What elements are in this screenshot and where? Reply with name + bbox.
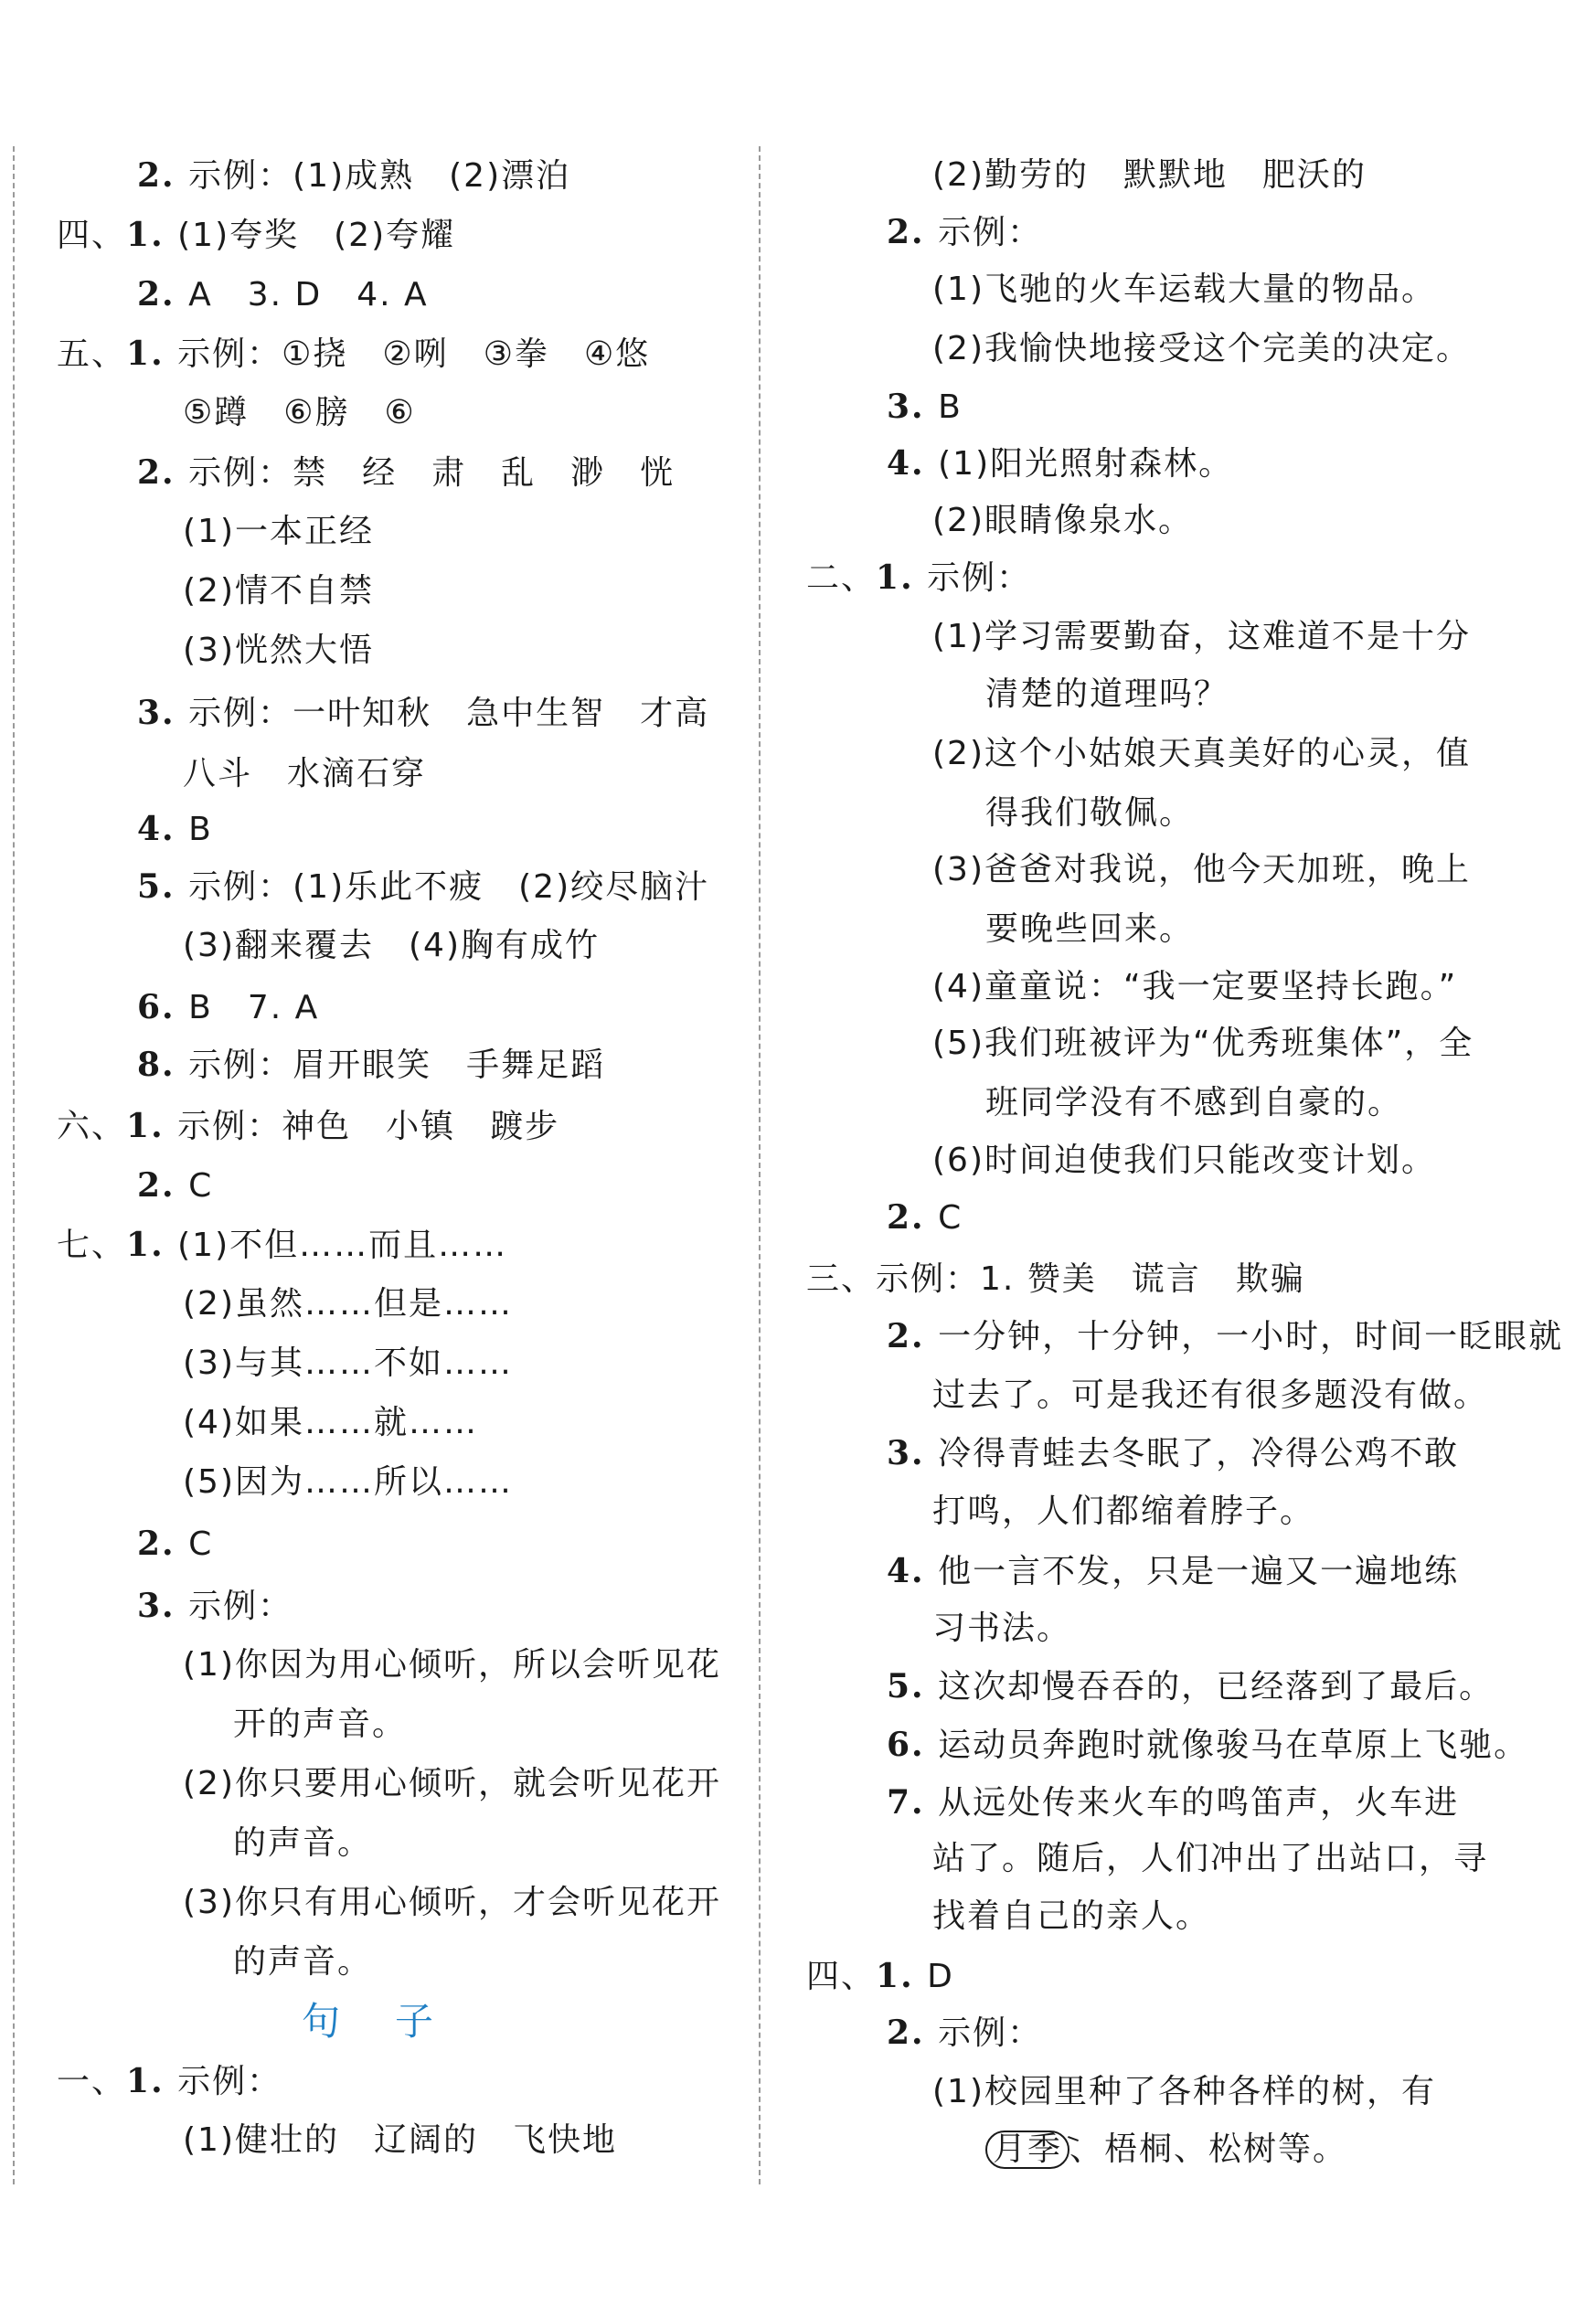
answer-line — [183, 1883, 721, 1923]
answer-text: (3)翻来覆去 (4)胸有成竹 — [183, 927, 600, 964]
answer-text: (5)我们班被评为“优秀班集体”，全 — [932, 1025, 1474, 1062]
answer-line — [183, 1462, 513, 1503]
answer-line — [887, 1725, 1528, 1766]
answer-text: 的声音。 — [233, 1943, 373, 1981]
answer-text: (1)学习需要勤奋，这难道不是十分 — [932, 618, 1471, 655]
answer-text: 示例： — [938, 2014, 1043, 2052]
answer-line — [57, 2061, 282, 2102]
answer-line — [183, 631, 374, 671]
answer-text: ⑤蹲 ⑥膀 ⑥ — [183, 394, 416, 431]
answer-line — [183, 754, 426, 794]
question-number: 3. — [137, 694, 189, 732]
answer-line — [183, 1403, 478, 1443]
answer-line — [887, 1433, 1459, 1474]
answer-text: 示例：①挠 ②咧 ③拳 ④悠 — [177, 335, 651, 373]
answer-line — [985, 675, 1229, 715]
answer-text: 得我们敬佩。 — [985, 794, 1195, 832]
question-number: 3. — [137, 1587, 189, 1625]
answer-text: 找着自己的亲人。 — [932, 1897, 1211, 1935]
question-number: 1. — [876, 558, 928, 597]
answer-text: (2)虽然……但是…… — [183, 1285, 513, 1323]
question-number: 2. — [887, 213, 939, 251]
answer-text: C — [938, 1199, 963, 1237]
question-number: 2. — [137, 1525, 189, 1563]
answer-text: (1)不但……而且…… — [177, 1227, 508, 1264]
answer-line — [887, 1782, 1459, 1823]
answer-text: 清楚的道理吗？ — [985, 675, 1229, 713]
answer-text: 一分钟，十分钟，一小时，时间一眨眼就 — [938, 1318, 1564, 1355]
question-number: 2. — [887, 2014, 939, 2052]
answer-line — [887, 1551, 1459, 1592]
answer-line — [932, 329, 1471, 369]
answer-line — [932, 155, 1367, 196]
answer-line — [932, 1897, 1210, 1937]
answer-text: 打鸣，人们都缩着脖子。 — [932, 1493, 1315, 1530]
answer-line — [985, 909, 1194, 950]
answer-text: 示例：(1)成熟 (2)漂泊 — [188, 157, 571, 195]
answer-text: 示例： — [188, 1588, 293, 1625]
answer-line — [806, 558, 1031, 599]
answer-line — [932, 1141, 1436, 1181]
answer-line — [932, 1609, 1071, 1649]
answer-text: 八斗 水滴石穿 — [183, 755, 427, 792]
question-number: 6. — [137, 988, 189, 1026]
answer-text: (3)恍然大悟 — [183, 632, 374, 669]
answer-line — [183, 1645, 721, 1685]
answer-line — [183, 1764, 721, 1804]
answer-line-circled — [985, 2130, 1347, 2170]
answer-line — [985, 793, 1194, 834]
section-number: 三、 — [806, 1260, 877, 1298]
answer-line — [183, 512, 374, 552]
question-number: 4. — [887, 444, 939, 483]
answer-line — [233, 1823, 372, 1864]
section-title: 句子 — [302, 1999, 489, 2044]
question-number: 2. — [137, 156, 189, 195]
left-margin-dashed-line — [13, 146, 15, 2184]
answer-text: (1)飞驰的火车运载大量的物品。 — [932, 271, 1436, 308]
answer-text: 他一言不发，只是一遍又一遍地练 — [938, 1553, 1460, 1590]
answer-line — [887, 212, 1042, 253]
answer-line — [137, 987, 319, 1028]
answer-text: 开的声音。 — [233, 1706, 408, 1743]
answer-line — [137, 866, 709, 908]
answer-text: 示例： — [177, 2063, 282, 2100]
question-number: 1. — [876, 1957, 928, 1995]
answer-text: 要晚些回来。 — [985, 910, 1195, 948]
answer-line — [887, 443, 1233, 484]
question-number: 1. — [126, 1107, 178, 1145]
answer-text: 站了。随后，人们冲出了出站口，寻 — [932, 1840, 1489, 1877]
question-number: 5. — [137, 867, 189, 906]
answer-line — [183, 1344, 513, 1384]
question-number: 1. — [126, 1226, 178, 1264]
answer-text: 示例：一叶知秋 急中生智 才高 — [188, 695, 710, 732]
answer-line — [57, 1225, 507, 1266]
answer-text: (1)阳光照射森林。 — [938, 445, 1234, 483]
answer-line — [137, 274, 429, 315]
answer-line — [233, 1705, 407, 1745]
answer-text: 示例： — [938, 214, 1043, 251]
answer-text: 班同学没有不感到自豪的。 — [985, 1084, 1403, 1121]
answer-line — [183, 393, 416, 433]
answer-text: 示例：(1)乐此不疲 (2)绞尽脑汁 — [188, 868, 710, 906]
section-number: 七、 — [57, 1227, 127, 1264]
answer-text: (2)我愉快地接受这个完美的决定。 — [932, 330, 1471, 367]
answer-line — [887, 2013, 1042, 2054]
question-number: 4. — [137, 810, 189, 848]
question-number: 1. — [126, 2062, 178, 2100]
answer-text: 的声音。 — [233, 1824, 373, 1862]
answer-text: (3)爸爸对我说，他今天加班，晚上 — [932, 851, 1471, 888]
answer-text: 冷得青蛙去冬眠了，冷得公鸡不敢 — [938, 1435, 1460, 1472]
answer-text: (2)这个小姑娘天真美好的心灵，值 — [932, 735, 1471, 772]
answer-text: (2)情不自禁 — [183, 572, 374, 610]
answer-line — [932, 1376, 1488, 1416]
answer-line — [137, 1165, 213, 1206]
question-number: 5. — [887, 1667, 939, 1706]
answer-line — [137, 452, 675, 494]
section-number: 二、 — [806, 559, 877, 597]
answer-text: (1)校园里种了各种各样的树，有 — [932, 2073, 1436, 2110]
answer-text: (5)因为……所以…… — [183, 1463, 513, 1501]
answer-text: (4)如果……就…… — [183, 1404, 478, 1441]
question-number: 2. — [137, 1166, 189, 1205]
answer-line — [932, 734, 1471, 774]
question-number: 2. — [887, 1317, 939, 1355]
answer-text: (2)眼睛像泉水。 — [932, 502, 1193, 539]
section-number: 四、 — [806, 1958, 877, 1995]
answer-text: (2)勤劳的 默默地 肥沃的 — [932, 156, 1367, 194]
answer-text: 运动员奔跑时就像骏马在草原上飞驰。 — [938, 1727, 1529, 1764]
answer-line — [887, 1316, 1563, 1357]
answer-text: (3)你只有用心倾听，才会听见花开 — [183, 1884, 721, 1921]
answer-text: (6)时间迫使我们只能改变计划。 — [932, 1142, 1436, 1179]
answer-text: (1)一本正经 — [183, 513, 374, 550]
answer-text: C — [188, 1167, 214, 1205]
center-dashed-divider — [759, 146, 761, 2184]
answer-text: D — [927, 1958, 954, 1995]
answer-line — [57, 1106, 559, 1147]
section-number: 四、 — [57, 217, 127, 254]
answer-text: 示例： — [927, 559, 1032, 597]
answer-line — [932, 270, 1436, 310]
question-number: 2. — [137, 275, 189, 313]
answer-line — [985, 1083, 1402, 1123]
answer-line — [137, 1524, 213, 1565]
answer-text: 从远处传来火车的鸣笛声，火车进 — [938, 1784, 1460, 1822]
answer-line — [806, 1259, 1305, 1300]
answer-line — [137, 1586, 293, 1627]
answer-line — [806, 1956, 954, 1997]
answer-line — [233, 1942, 372, 1982]
answer-text: B — [188, 811, 213, 848]
answer-text: 示例：眉开眼笑 手舞足蹈 — [188, 1047, 606, 1084]
answer-line — [932, 1839, 1488, 1879]
answer-line — [183, 571, 374, 611]
answer-line — [137, 809, 213, 850]
answer-text: B — [938, 388, 963, 426]
answer-line — [932, 617, 1471, 657]
answer-text: (2)你只要用心倾听，就会听见花开 — [183, 1765, 721, 1802]
question-number: 2. — [887, 1198, 939, 1237]
question-number: 3. — [887, 1434, 939, 1472]
answer-line — [887, 1197, 963, 1238]
answer-text: (1)健壮的 辽阔的 飞快地 — [183, 2121, 617, 2159]
answer-text: A 3. D 4. A — [188, 276, 429, 313]
question-number: 7. — [887, 1783, 939, 1822]
answer-text: 过去了。可是我还有很多题没有做。 — [932, 1376, 1489, 1414]
answer-text: (4)童童说：“我一定要坚持长跑。” — [932, 968, 1458, 1005]
question-number: 6. — [887, 1726, 939, 1764]
answer-line — [183, 926, 600, 966]
answer-line — [932, 1024, 1474, 1064]
answer-text: 示例：1. 赞美 谎言 欺骗 — [876, 1260, 1305, 1298]
answer-line — [887, 1666, 1494, 1707]
answer-line — [57, 334, 650, 375]
answer-text: B 7. A — [188, 989, 320, 1026]
question-number: 8. — [137, 1046, 189, 1084]
question-number: 1. — [126, 335, 178, 373]
answer-text: 习书法。 — [932, 1610, 1072, 1647]
answer-text: 示例：禁 经 肃 乱 渺 恍 — [188, 454, 676, 492]
answer-line — [137, 693, 709, 734]
answer-line — [932, 967, 1457, 1007]
section-number: 五、 — [57, 335, 127, 373]
answer-line — [137, 1045, 605, 1086]
answer-text: (1)你因为用心倾听，所以会听见花 — [183, 1646, 721, 1684]
answer-text: (3)与其……不如…… — [183, 1344, 513, 1382]
question-number: 3. — [887, 388, 939, 426]
answer-line — [932, 501, 1193, 541]
question-number: 1. — [126, 216, 178, 254]
answer-line — [932, 850, 1471, 890]
answer-line — [183, 2120, 617, 2161]
answer-line — [887, 387, 963, 428]
answer-text: C — [188, 1525, 214, 1563]
answer-text: 示例：神色 小镇 踱步 — [177, 1108, 560, 1145]
answer-line — [137, 155, 570, 197]
answer-line — [57, 215, 455, 256]
answer-line — [932, 1492, 1314, 1532]
answer-text: 、梧桐、松树等。 — [1069, 2131, 1348, 2168]
answer-text: 这次却慢吞吞的，已经落到了最后。 — [938, 1668, 1495, 1706]
question-number: 4. — [887, 1552, 939, 1590]
section-number: 一、 — [57, 2063, 127, 2100]
circled-word: 月季 — [985, 2131, 1069, 2169]
section-number: 六、 — [57, 1108, 127, 1145]
question-number: 2. — [137, 453, 189, 492]
answer-line — [183, 1284, 513, 1324]
answer-line — [932, 2072, 1436, 2112]
answer-text: (1)夸奖 (2)夸耀 — [177, 217, 456, 254]
